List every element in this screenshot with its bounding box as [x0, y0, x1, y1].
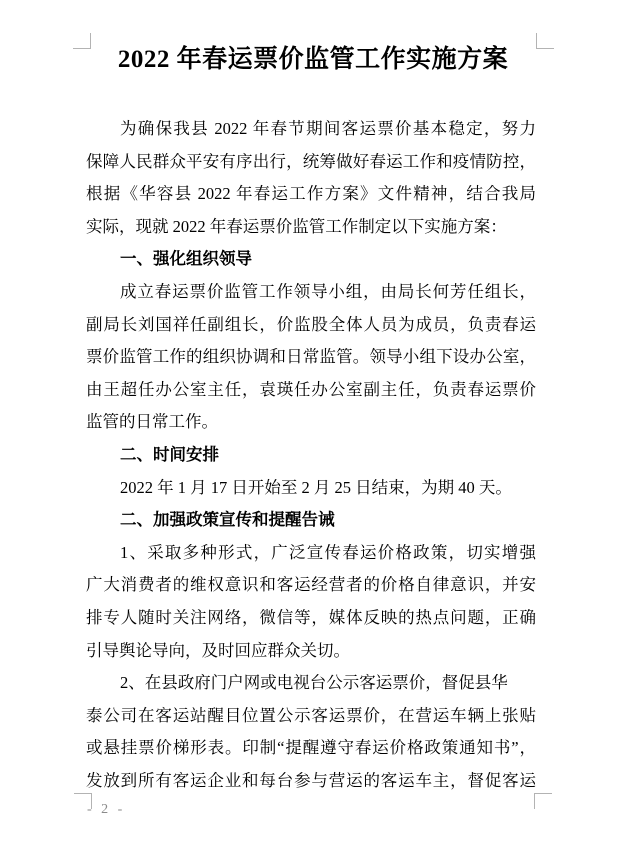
- text-line: 泰公司在客运站醒目位置公示客运票价，在营运车辆上张贴: [86, 705, 536, 725]
- text-line: 根据《华容县 2022 年春运工作方案》文件精神，结合我局: [86, 184, 536, 204]
- section-heading: 二、加强政策宣传和提醒告诫: [120, 511, 335, 530]
- text-line: 排专人随时关注网络，微信等，媒体反映的热点问题，正确: [86, 607, 536, 627]
- text-line: 引导舆论导向，及时回应群众关切。: [86, 640, 350, 660]
- text-line: 实际，现就 2022 年春运票价监管工作制定以下实施方案：: [86, 216, 507, 236]
- section-heading: 二、时间安排: [120, 445, 219, 464]
- text-line: 2、在县政府门户网或电视台公示客运票价，督促县华: [120, 673, 508, 693]
- text-line: 为确保我县 2022 年春节期间客运票价基本稳定，努力: [120, 119, 536, 138]
- text-line: 保障人民群众平安有序出行，统筹做好春运工作和疫情防控，: [86, 151, 536, 171]
- text-line: 1、采取多种形式，广泛宣传春运价格政策，切实增强: [120, 542, 536, 562]
- page-number: - 2 -: [87, 802, 126, 817]
- document-title: 2022 年春运票价监管工作实施方案: [117, 46, 509, 73]
- text-line: 由王超任办公室主任，袁瑛任办公室副主任，负责春运票价: [86, 379, 536, 399]
- text-line: 广大消费者的维权意识和客运经营者的价格自律意识，并安: [86, 575, 536, 595]
- text-line: 成立春运票价监管工作领导小组，由局长何芳任组长，: [120, 281, 536, 301]
- text-line: 副局长刘国祥任副组长，价监股全体人员为成员，负责春运: [86, 314, 536, 334]
- text-line: 或悬挂票价梯形表。印制“提醒遵守春运价格政策通知书”，: [86, 738, 536, 758]
- text-line: 发放到所有客运企业和每台参与营运的客运车主，督促客运: [86, 770, 536, 790]
- text-line: 票价监管工作的组织协调和日常监管。领导小组下设办公室，: [86, 347, 536, 367]
- text-line: 监管的日常工作。: [86, 412, 218, 432]
- margin-mark-bottom-right: [534, 793, 552, 809]
- section-heading: 一、强化组织领导: [120, 250, 252, 269]
- document-body: [86, 113, 536, 797]
- text-line: 2022 年 1 月 17 日开始至 2 月 25 日结束，为期 40 天。: [120, 477, 512, 497]
